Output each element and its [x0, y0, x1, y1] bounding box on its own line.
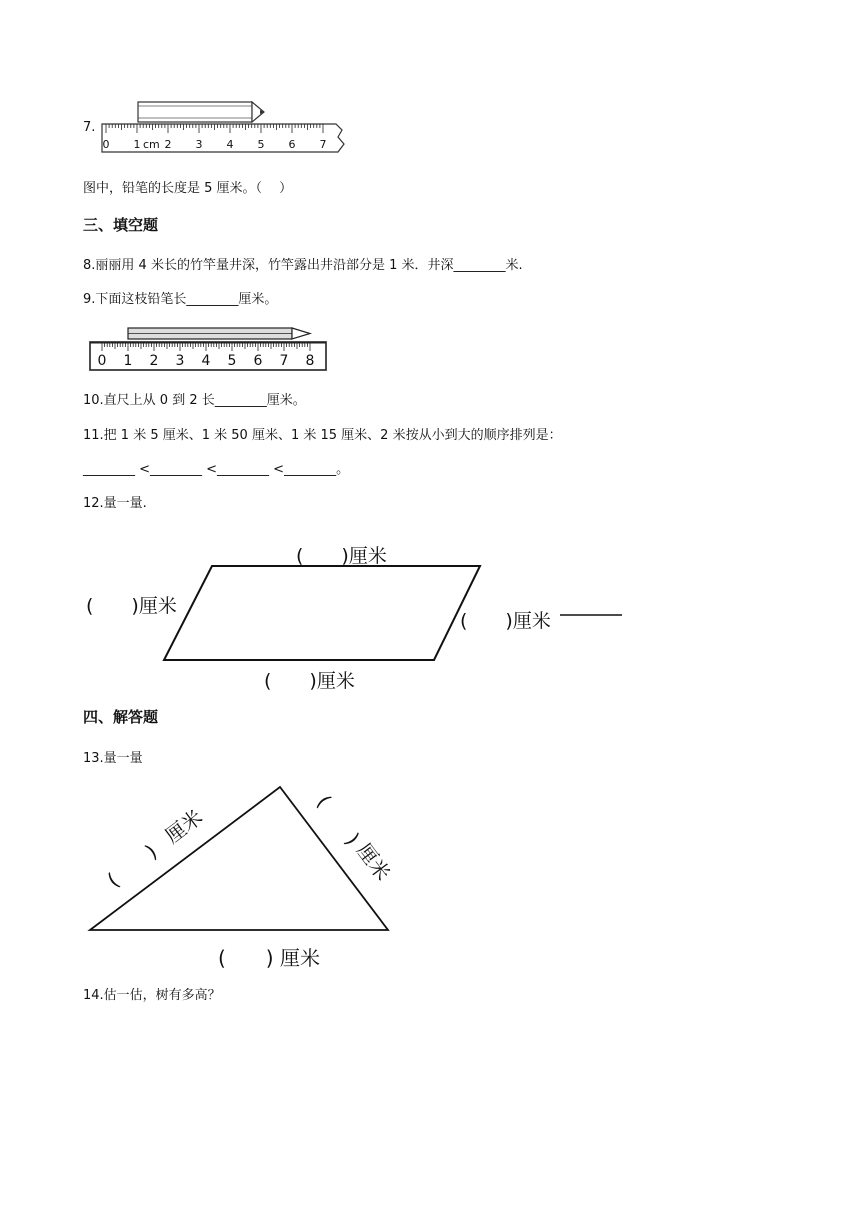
ruler-tick-label: 3	[195, 138, 203, 151]
ruler-tick-label: 0	[97, 353, 107, 369]
question-number: 7.	[83, 120, 96, 135]
triangle-left-label-paren: ( )	[102, 839, 162, 892]
parallelogram-shape	[164, 566, 480, 660]
ruler-tick-label: 4	[201, 353, 211, 369]
pencil-icon	[138, 102, 264, 122]
triangle-right-label-unit: 厘米	[352, 838, 396, 885]
parallelogram-top-label: ( )厘米	[296, 545, 387, 567]
parallelogram-left-label: ( )厘米	[86, 595, 177, 617]
ruler-pencil-figure-2	[88, 322, 332, 374]
ruler-tick-label: 7	[319, 138, 327, 151]
q7-statement: 图中，铅笔的长度是 5 厘米。（ ）	[83, 181, 293, 196]
pencil-icon	[128, 328, 310, 339]
ruler-tick-label: 2	[164, 138, 172, 151]
ruler-tick-label: 5	[227, 353, 237, 369]
ruler-tick-label: 3	[175, 353, 185, 369]
triangle-bottom-label: ( ) 厘米	[218, 946, 320, 970]
ruler-pencil-figure	[98, 96, 350, 158]
triangle-left-label-unit: 厘米	[160, 804, 207, 848]
ruler-unit-label: cm	[143, 138, 160, 151]
ruler-tick-label: 7	[279, 353, 289, 369]
q8-text: 8.丽丽用 4 米长的竹竿量井深，竹竿露出井沿部分是 1 米．井深________米.	[83, 258, 523, 273]
ruler-tick-label: 1	[133, 138, 141, 151]
ruler-tick-label: 4	[226, 138, 234, 151]
q12-text: 12.量一量.	[83, 496, 147, 511]
ruler-tick-label: 2	[149, 353, 159, 369]
section-title: 四、解答题	[83, 708, 159, 726]
ruler-tick-label: 1	[123, 353, 133, 369]
ruler-tick-label: 0	[102, 138, 110, 151]
q13-text: 13.量一量	[83, 751, 143, 766]
ruler-tick-label: 8	[305, 353, 315, 369]
section-title: 三、填空题	[83, 216, 159, 234]
q11-answer-line: ________ <________ <________ <________。	[83, 462, 350, 477]
q14-text: 14.估一估，树有多高？	[83, 988, 221, 1003]
parallelogram-bottom-label: ( )厘米	[264, 670, 355, 692]
ruler-tick-label: 6	[253, 353, 263, 369]
q11-text: 11.把 1 米 5 厘米、1 米 50 厘米、1 米 15 厘米、2 米按从小到大的顺序排列是：	[83, 428, 562, 443]
ruler-tick-label: 5	[257, 138, 265, 151]
q10-text: 10.直尺上从 0 到 2 长________厘米。	[83, 393, 306, 408]
parallelogram-right-label: ( )厘米	[460, 610, 551, 632]
triangle-right-label-paren: ( )	[312, 790, 365, 850]
q9-text: 9.下面这枝铅笔长________厘米。	[83, 292, 278, 307]
ruler-tick-label: 6	[288, 138, 296, 151]
